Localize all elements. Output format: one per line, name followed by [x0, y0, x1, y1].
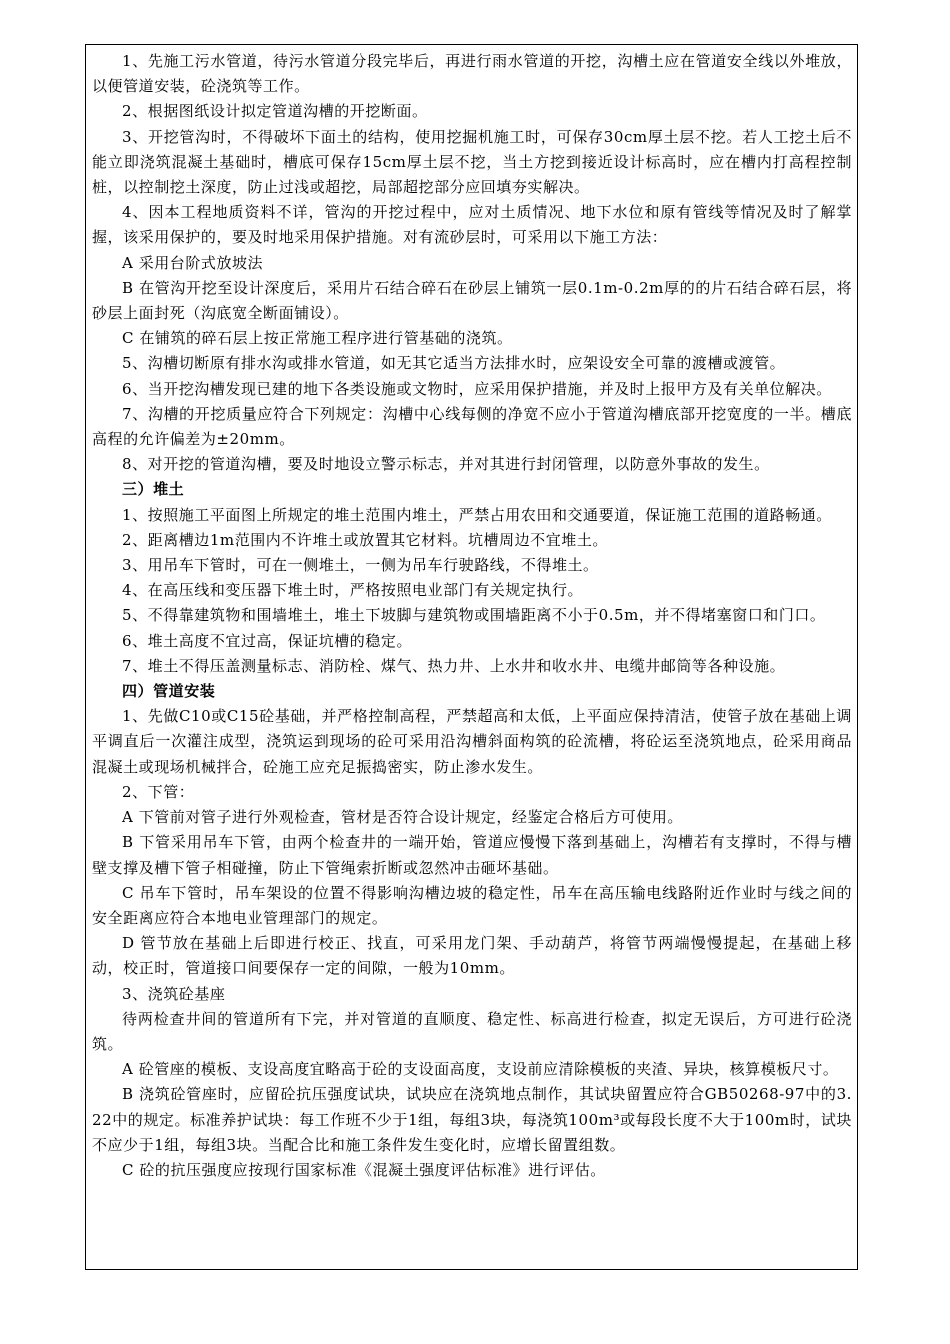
paragraph: 6、堆土高度不宜过高，保证坑槽的稳定。 [122, 631, 412, 650]
paragraph: C 在铺筑的碎石层上按正常施工程序进行管基础的浇筑。 [122, 329, 513, 348]
paragraph: B 下管采用吊车下管，由两个检查井的一端开始，管道应慢慢下落到基础上，沟槽若有支撑时，不得与槽壁支撑及槽下管子相碰撞，防止下管绳索折断或忽然冲击砸坏基础。 [92, 833, 852, 877]
paragraph: 5、沟槽切断原有排水沟或排水管道，如无其它适当方法排水时，应架设安全可靠的渡槽或渡管。 [122, 354, 786, 373]
paragraph: B 浇筑砼管座时，应留砼抗压强度试块，试块应在浇筑地点制作，其试块留置应符合GB50268-97中的3.22中的规定。标准养护试块：每工作班不少于1组，每组3块，每浇筑100m³或每段长度不大于100m时，试块不应少于1组，每组3块。当配合比和施工条件发生变化时，应增长留置组数。 [92, 1085, 852, 1154]
paragraph: 2、距离槽边1m范围内不许堆土或放置其它材料。坑槽周边不宜堆土。 [122, 530, 608, 549]
paragraph: 3、浇筑砼基座 [122, 984, 226, 1003]
paragraph: 1、按照施工平面图上所规定的堆土范围内堆土，严禁占用农田和交通要道，保证施工范围的道路畅通。 [122, 505, 832, 524]
paragraph: 7、堆土不得压盖测量标志、消防栓、煤气、热力井、上水井和收水井、电缆井邮筒等各种设施。 [122, 656, 786, 675]
paragraph: A 采用台阶式放坡法 [122, 253, 264, 272]
paragraph: 8、对开挖的管道沟槽，要及时地设立警示标志，并对其进行封闭管理，以防意外事故的发生。 [122, 455, 770, 474]
paragraph: 5、不得靠建筑物和围墙堆土，堆土下坡脚与建筑物或围墙距离不小于0.5m，并不得堵塞窗口和门口。 [122, 606, 826, 625]
paragraph: D 管节放在基础上后即进行校正、找直，可采用龙门架、手动葫芦，将管节两端慢慢提起，在基础上移动，校正时，管道接口间要保存一定的间隙，一般为10mm。 [92, 934, 852, 978]
document-body [86, 49, 857, 1183]
paragraph: C 砼的抗压强度应按现行国家标准《混凝土强度评估标准》进行评估。 [122, 1160, 606, 1179]
paragraph: 2、下管： [122, 782, 195, 801]
paragraph: 3、用吊车下管时，可在一侧堆土，一侧为吊车行驶路线，不得堆土。 [122, 556, 599, 575]
document-frame [85, 44, 858, 1270]
paragraph: 7、沟槽的开挖质量应符合下列规定：沟槽中心线每侧的净宽不应小于管道沟槽底部开挖宽度的一半。槽底高程的允许偏差为±20mm。 [92, 404, 852, 449]
section-heading: 四）管道安装 [122, 682, 216, 701]
paragraph: C 吊车下管时，吊车架设的位置不得影响沟槽边坡的稳定性，吊车在高压输电线路附近作业时与线之间的安全距离应符合本地电业管理部门的规定。 [92, 883, 852, 927]
paragraph: A 砼管座的模板、支设高度宜略高于砼的支设面高度，支设前应清除模板的夹渣、异块，核算模板尺寸。 [122, 1060, 839, 1079]
paragraph: 1、先做C10或C15砼基础，并严格控制高程，严禁超高和太低，上平面应保持清洁，使管子放在基础上调平调直后一次灌注成型，浇筑运到现场的砼可采用沿沟槽斜面构筑的砼流槽，将砼运至浇筑地点，砼采用商品混凝土或现场机械拌合，砼施工应充足振捣密实，防止渗水发生。 [92, 707, 852, 776]
paragraph: 4、因本工程地质资料不详，管沟的开挖过程中，应对土质情况、地下水位和原有管线等情况及时了解掌握，该采用保护的，要及时地采用保护措施。对有流砂层时，可采用以下施工方法： [92, 203, 852, 247]
paragraph: 4、在高压线和变压器下堆土时，严格按照电业部门有关规定执行。 [122, 581, 584, 600]
paragraph: A 下管前对管子进行外观检查，管材是否符合设计规定，经鉴定合格后方可使用。 [122, 808, 683, 827]
paragraph: 2、根据图纸设计拟定管道沟槽的开挖断面。 [122, 102, 428, 121]
paragraph: 1、先施工污水管道，待污水管道分段完毕后，再进行雨水管道的开挖，沟槽土应在管道安全线以外堆放，以便管道安装，砼浇筑等工作。 [92, 52, 852, 96]
paragraph: 3、开挖管沟时，不得破坏下面土的结构，使用挖掘机施工时，可保存30cm厚土层不挖。若人工挖土后不能立即浇筑混凝土基础时，槽底可保存15cm厚土层不挖，当土方挖到接近设计标高时，应在槽内打高程控制桩，以控制挖土深度，防止过浅或超挖，局部超挖部分应回填夯实解决。 [92, 127, 852, 197]
paragraph: 待两检查井间的管道所有下完，并对管道的直顺度、稳定性、标高进行检查，拟定无误后，方可进行砼浇筑。 [92, 1009, 852, 1053]
section-heading: 三）堆土 [122, 480, 185, 499]
paragraph: B 在管沟开挖至设计深度后，采用片石结合碎石在砂层上铺筑一层0.1m-0.2m厚的的片石结合碎石层，将砂层上面封死（沟底宽全断面铺设）。 [92, 278, 852, 323]
paragraph: 6、当开挖沟槽发现已建的地下各类设施或文物时，应采用保护措施，并及时上报甲方及有关单位解决。 [122, 379, 832, 398]
